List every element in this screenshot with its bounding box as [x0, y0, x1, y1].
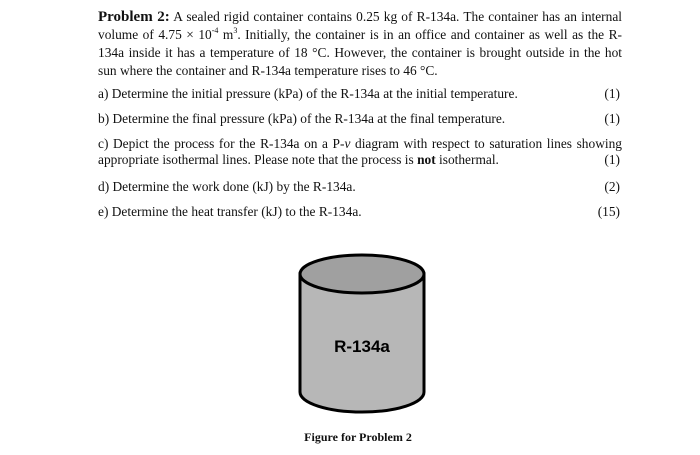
question-a-text: a) Determine the initial pressure (kPa) of the R-134a at the initial temperature. [98, 86, 518, 101]
question-a-points: (1) [604, 86, 620, 101]
question-c [98, 136, 622, 168]
problem-text-unit: m [218, 27, 234, 42]
container-label: R-134a [334, 337, 390, 356]
question-c-text-1: c) Depict the process for the R-134a on a P- [98, 136, 345, 151]
question-b [98, 111, 622, 127]
question-c-text-2: diagram with respect to saturation lines showing appropriate isothermal lines. Please note that the process is [98, 136, 622, 167]
figure-caption: Figure for Problem 2 [304, 430, 412, 444]
question-a [98, 86, 622, 102]
question-c-text-3: isothermal. [435, 152, 499, 167]
cylinder-top [300, 255, 424, 293]
question-d-text: d) Determine the work done (kJ) by the R-134a. [98, 179, 356, 194]
question-c-not: not [417, 152, 436, 167]
unit-exponent: 3 [233, 25, 238, 35]
question-c-v: v [344, 136, 351, 151]
question-b-text: b) Determine the final pressure (kPa) of the R-134a at the final temperature. [98, 111, 506, 126]
problem-title: Problem 2: [98, 9, 170, 25]
question-b-points: (1) [604, 111, 620, 126]
volume-exponent: -4 [211, 25, 219, 35]
problem-statement [98, 8, 622, 80]
question-d [98, 179, 622, 195]
question-e-points: (15) [597, 204, 620, 219]
question-e [98, 204, 622, 220]
container-figure [296, 252, 428, 417]
question-d-points: (2) [604, 179, 620, 194]
question-e-text: e) Determine the heat transfer (kJ) to the R-134a. [98, 204, 362, 219]
problem-text-part-2: . Initially, the container is in an office and container as well as the R-134a inside it has a temperature of 18 °C. However, the container is brought outside in the hot sun where the container and R-134a temperature rises to 46 °C. [98, 27, 622, 78]
question-c-text [98, 136, 622, 168]
problem-text-part-1: A sealed rigid container contains 0.25 kg of R-134a. The container has an internal volume of 4.75 × 10 [98, 9, 622, 42]
question-c-points: (1) [604, 152, 620, 167]
